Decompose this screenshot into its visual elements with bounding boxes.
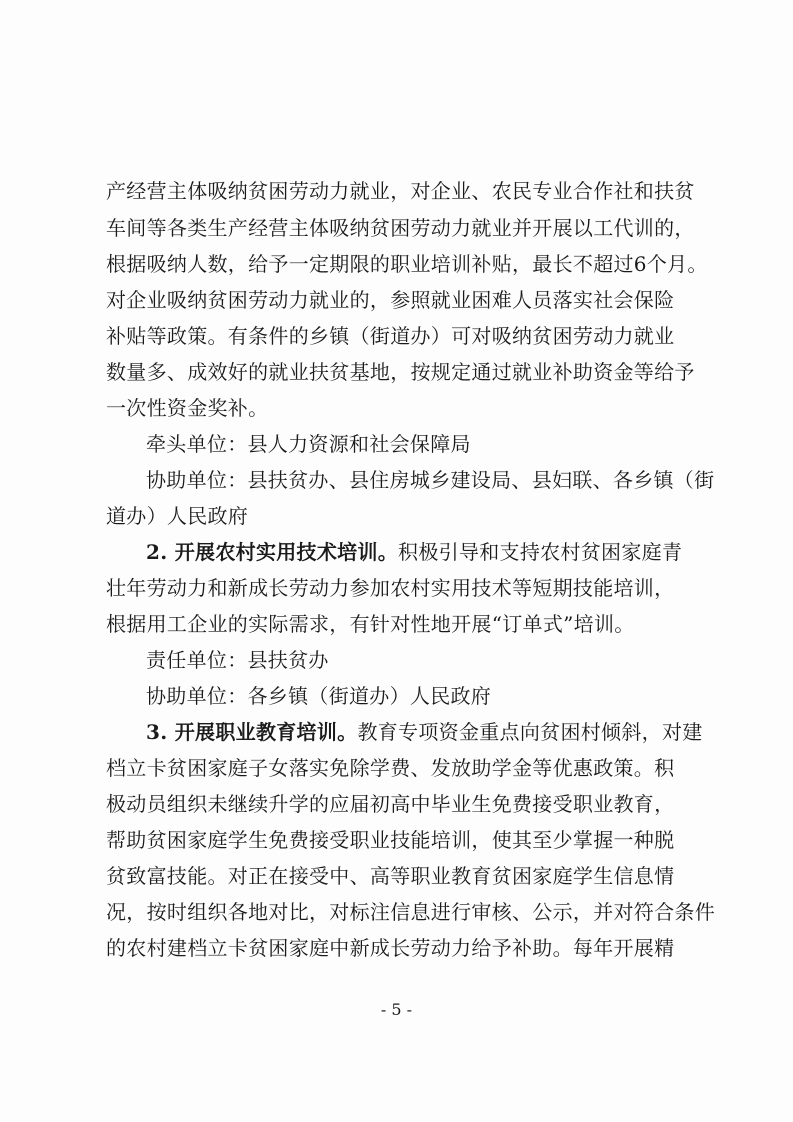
section-2-text: 积极引导和支持农村贫困家庭青 [398, 540, 683, 564]
responsible-unit-line: 责任单位：县扶贫办 [146, 648, 329, 672]
paragraph-line: 贫致富技能。对正在接受中、高等职业教育贫困家庭学生信息情 [106, 864, 675, 888]
paragraph-line: 根据用工企业的实际需求，有针对性地开展“订单式”培训。 [106, 612, 635, 636]
lead-unit-line: 牵头单位：县人力资源和社会保障局 [146, 432, 471, 456]
assist-unit-line: 协助单位：各乡镇（街道办）人民政府 [146, 684, 492, 708]
paragraph-line: 产经营主体吸纳贫困劳动力就业，对企业、农民专业合作社和扶贫 [106, 179, 695, 203]
paragraph-line: 道办）人民政府 [106, 504, 249, 528]
paragraph-line: 帮助贫困家庭学生免费接受职业技能培训，使其至少掌握一种脱 [106, 828, 675, 852]
paragraph-line: 一次性资金奖补。 [106, 396, 269, 420]
paragraph-line: 壮年劳动力和新成长劳动力参加农村实用技术等短期技能培训， [106, 576, 675, 600]
paragraph-line: 补贴等政策。有条件的乡镇（街道办）可对吸纳贫困劳动力就业 [106, 324, 675, 348]
paragraph-line: 况，按时组织各地对比，对标注信息进行审核、公示，并对符合条件 [106, 900, 715, 924]
paragraph-line: 对企业吸纳贫困劳动力就业的，参照就业困难人员落实社会保险 [106, 288, 675, 312]
section-3-line [146, 718, 703, 746]
paragraph-line: 档立卡贫困家庭子女落实免除学费、发放助学金等优惠政策。积 [106, 756, 675, 780]
assist-unit-line: 协助单位：县扶贫办、县住房城乡建设局、县妇联、各乡镇（街 [146, 468, 715, 492]
section-2-line [146, 538, 686, 566]
paragraph-line: 极动员组织未继续升学的应届初高中毕业生免费接受职业教育， [106, 792, 675, 816]
paragraph-line: 数量多、成效好的就业扶贫基地，按规定通过就业补助资金等给予 [106, 360, 695, 384]
section-2-heading: 2. 开展农村实用技术培训。 [146, 540, 399, 564]
page-number: - 5 - [380, 1000, 413, 1019]
paragraph-line: 的农村建档立卡贫困家庭中新成长劳动力给予补助。每年开展精 [106, 936, 675, 960]
section-3-text: 教育专项资金重点向贫困村倾斜，对建 [357, 720, 703, 744]
paragraph-line: 车间等各类生产经营主体吸纳贫困劳动力就业并开展以工代训的， [106, 216, 695, 240]
paragraph-line: 根据吸纳人数，给予一定期限的职业培训补贴，最长不超过6个月。 [106, 252, 708, 276]
section-3-heading: 3. 开展职业教育培训。 [146, 720, 358, 744]
